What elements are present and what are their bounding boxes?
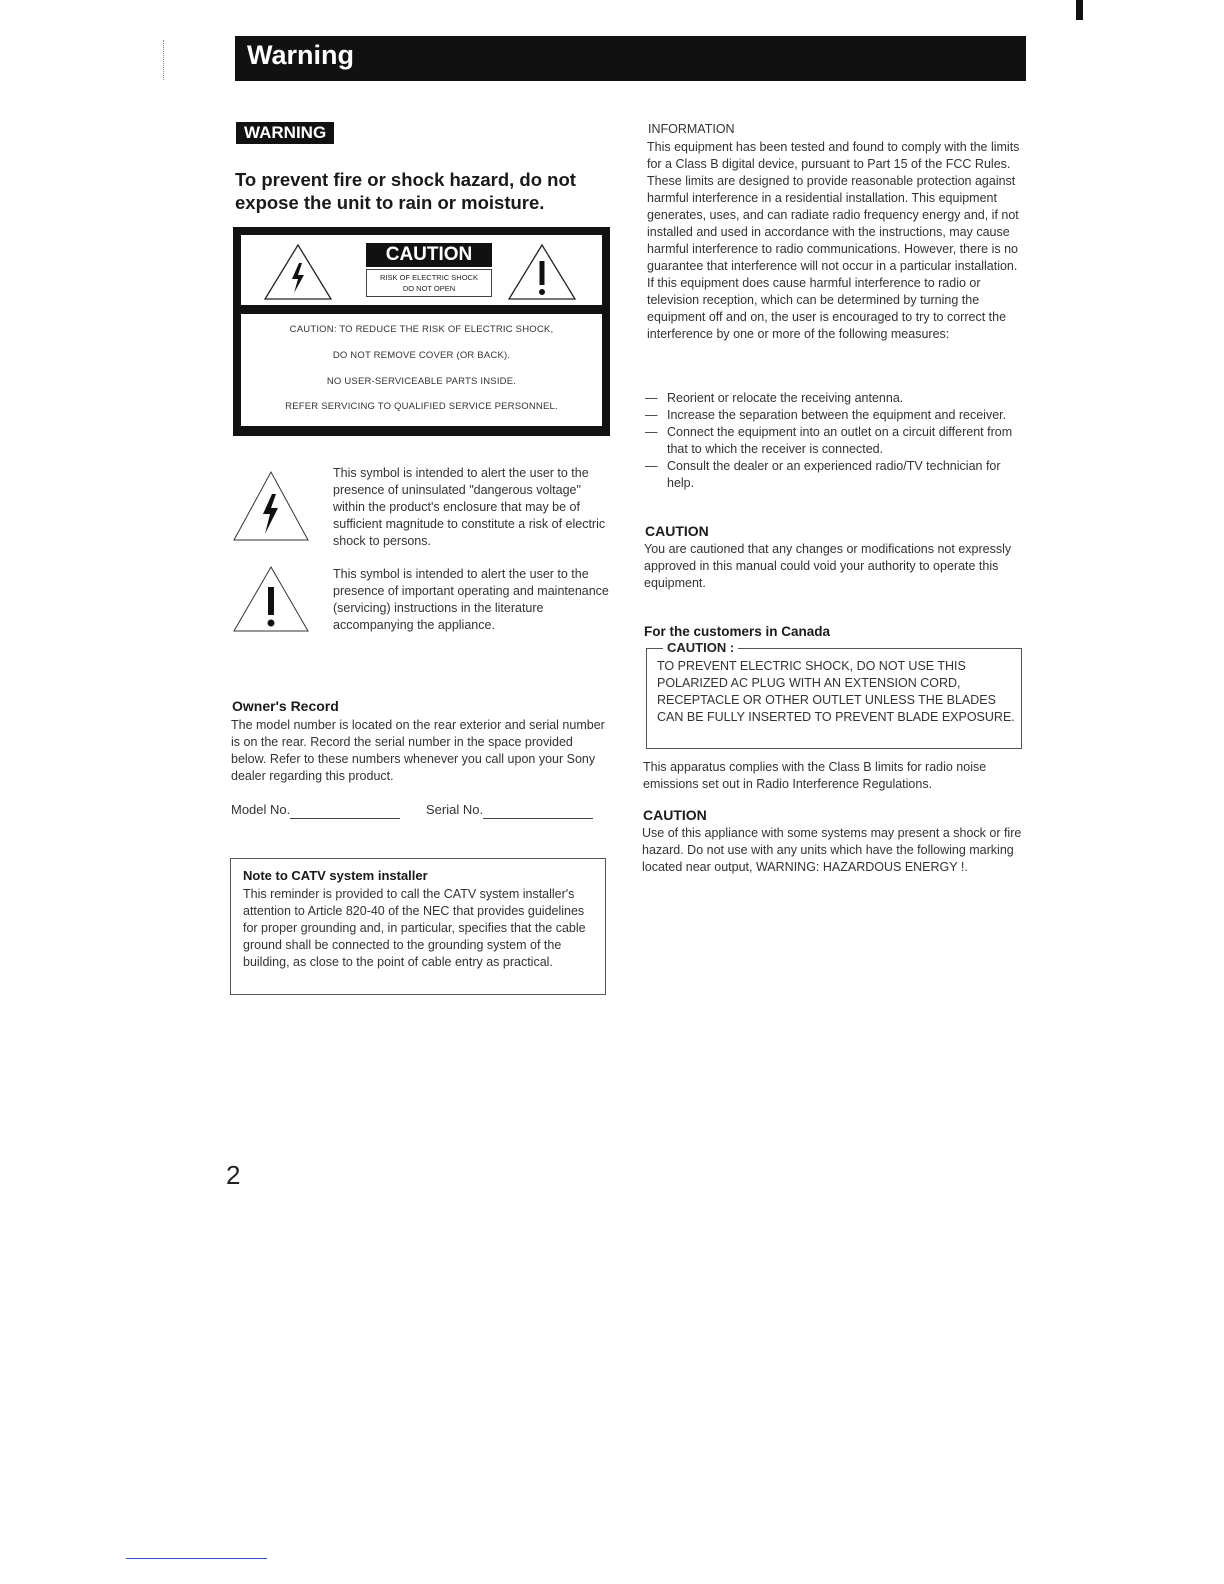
page-title: Warning xyxy=(247,40,354,70)
warning-badge: WARNING xyxy=(236,122,334,144)
list-item: — Reorient or relocate the receiving antenna. xyxy=(645,391,904,405)
caution-sub-line2: DO NOT OPEN xyxy=(402,284,456,293)
lightning-triangle-icon xyxy=(263,243,333,301)
caution-label-box xyxy=(233,227,610,436)
exclamation-symbol-icon xyxy=(232,565,310,633)
caution-line: DO NOT REMOVE COVER (OR BACK). xyxy=(332,350,511,361)
list-item: — Consult the dealer or an experienced radio/TV technician for help. xyxy=(645,459,1001,490)
serial-blank-line xyxy=(483,801,593,819)
caution-label-top xyxy=(241,235,602,305)
catv-note-box xyxy=(230,858,606,995)
catv-heading: Note to CATV system installer xyxy=(243,868,428,883)
caution-sublabel xyxy=(366,269,492,297)
caution-line: CAUTION: TO REDUCE THE RISK OF ELECTRIC SHOCK, xyxy=(289,324,554,335)
page-edge-mark xyxy=(1076,0,1083,20)
canada-heading: For the customers in Canada xyxy=(644,624,831,639)
exclamation-triangle-icon xyxy=(507,243,577,301)
binding-dots xyxy=(163,40,164,80)
prevent-heading: To prevent fire or shock hazard, do not expose the unit to rain or moisture. xyxy=(235,169,576,213)
measures-list xyxy=(645,390,1025,492)
lightning-symbol-icon xyxy=(232,470,310,542)
caution-heading-2: CAUTION xyxy=(643,807,707,823)
list-item: — Increase the separation between the equipment and receiver. xyxy=(645,408,1007,422)
caution-label-bottom xyxy=(241,314,602,426)
header-bar xyxy=(235,36,1026,81)
model-label: Model No. xyxy=(231,802,291,817)
caution-sub-line1: RISK OF ELECTRIC SHOCK xyxy=(380,273,478,282)
owners-record-text: The model number is located on the rear exterior and serial number is on the rear. Record the serial number in the space provided below. Refer to these numbers whenever you call upon your Sony dealer regarding this product. xyxy=(231,718,605,783)
serial-number-field xyxy=(426,801,593,819)
caution-line: REFER SERVICING TO QUALIFIED SERVICE PERSONNEL. xyxy=(285,401,558,412)
class-b-text: This apparatus complies with the Class B limits for radio noise emissions set out in Radio Interference Regulations. xyxy=(643,760,987,791)
caution-line: NO USER-SERVICEABLE PARTS INSIDE. xyxy=(326,376,517,387)
owners-record-heading: Owner's Record xyxy=(232,698,339,714)
list-item: — Connect the equipment into an outlet on a circuit different from that to which the receiver is connected. xyxy=(645,425,1013,456)
information-text: This equipment has been tested and found to comply with the limits for a Class B digital device, pursuant to Part 15 of the FCC Rules. These limits are designed to provide reasonable protection against harmful interference in a residential installation. This equipment generates, uses, and can radiate radio frequency energy and, if not installed and used in accordance with the instructions, may cause harmful interference to radio communications. However, there is no guarantee that interference will not occur in a particular installation. If this equipment does cause harmful interference to radio or television reception, which can be determined by turning the equipment off and on, the user is encouraged to try to correct the interference by one or more of the following measures: xyxy=(647,140,1020,341)
page-number: 2 xyxy=(226,1160,241,1190)
canada-caution-box xyxy=(646,640,1022,749)
information-heading: INFORMATION xyxy=(648,122,735,136)
serial-label: Serial No. xyxy=(426,802,484,817)
catv-text: This reminder is provided to call the CATV system installer's attention to Article 820-40 of the NEC that provides guidelines for proper grounding and, in particular, specifies that the cable ground shall be connected to the grounding system of the building, as close to the point of cable entry as practical. xyxy=(243,887,586,969)
caution-text-2: Use of this appliance with some systems may present a shock or fire hazard. Do not use with any units which have the following marking located near output, WARNING: HAZARDOUS ENERGY !. xyxy=(642,826,1022,874)
canada-caution-text: TO PREVENT ELECTRIC SHOCK, DO NOT USE THIS POLARIZED AC PLUG WITH AN EXTENSION CORD, RECEPTACLE OR OTHER OUTLET UNLESS THE BLADES CAN BE FULLY INSERTED TO PREVENT BLADE EXPOSURE. xyxy=(657,659,1015,724)
caution-heading: CAUTION xyxy=(645,523,709,539)
bottom-rule xyxy=(126,1558,267,1559)
caution-label: CAUTION xyxy=(366,243,492,267)
canada-caution-label: CAUTION : xyxy=(663,640,738,655)
lightning-symbol-description: This symbol is intended to alert the user to the presence of uninsulated "dangerous voltage" within the product's enclosure that may be of sufficient magnitude to constitute a risk of electric shock to persons. xyxy=(333,466,606,548)
caution-text: You are cautioned that any changes or modifications not expressly approved in this manual could void your authority to operate this equipment. xyxy=(644,542,1012,590)
model-number-field xyxy=(231,801,400,819)
model-blank-line xyxy=(290,801,400,819)
exclamation-symbol-description: This symbol is intended to alert the user to the presence of important operating and maintenance (servicing) instructions in the literature accompanying the appliance. xyxy=(333,567,609,632)
